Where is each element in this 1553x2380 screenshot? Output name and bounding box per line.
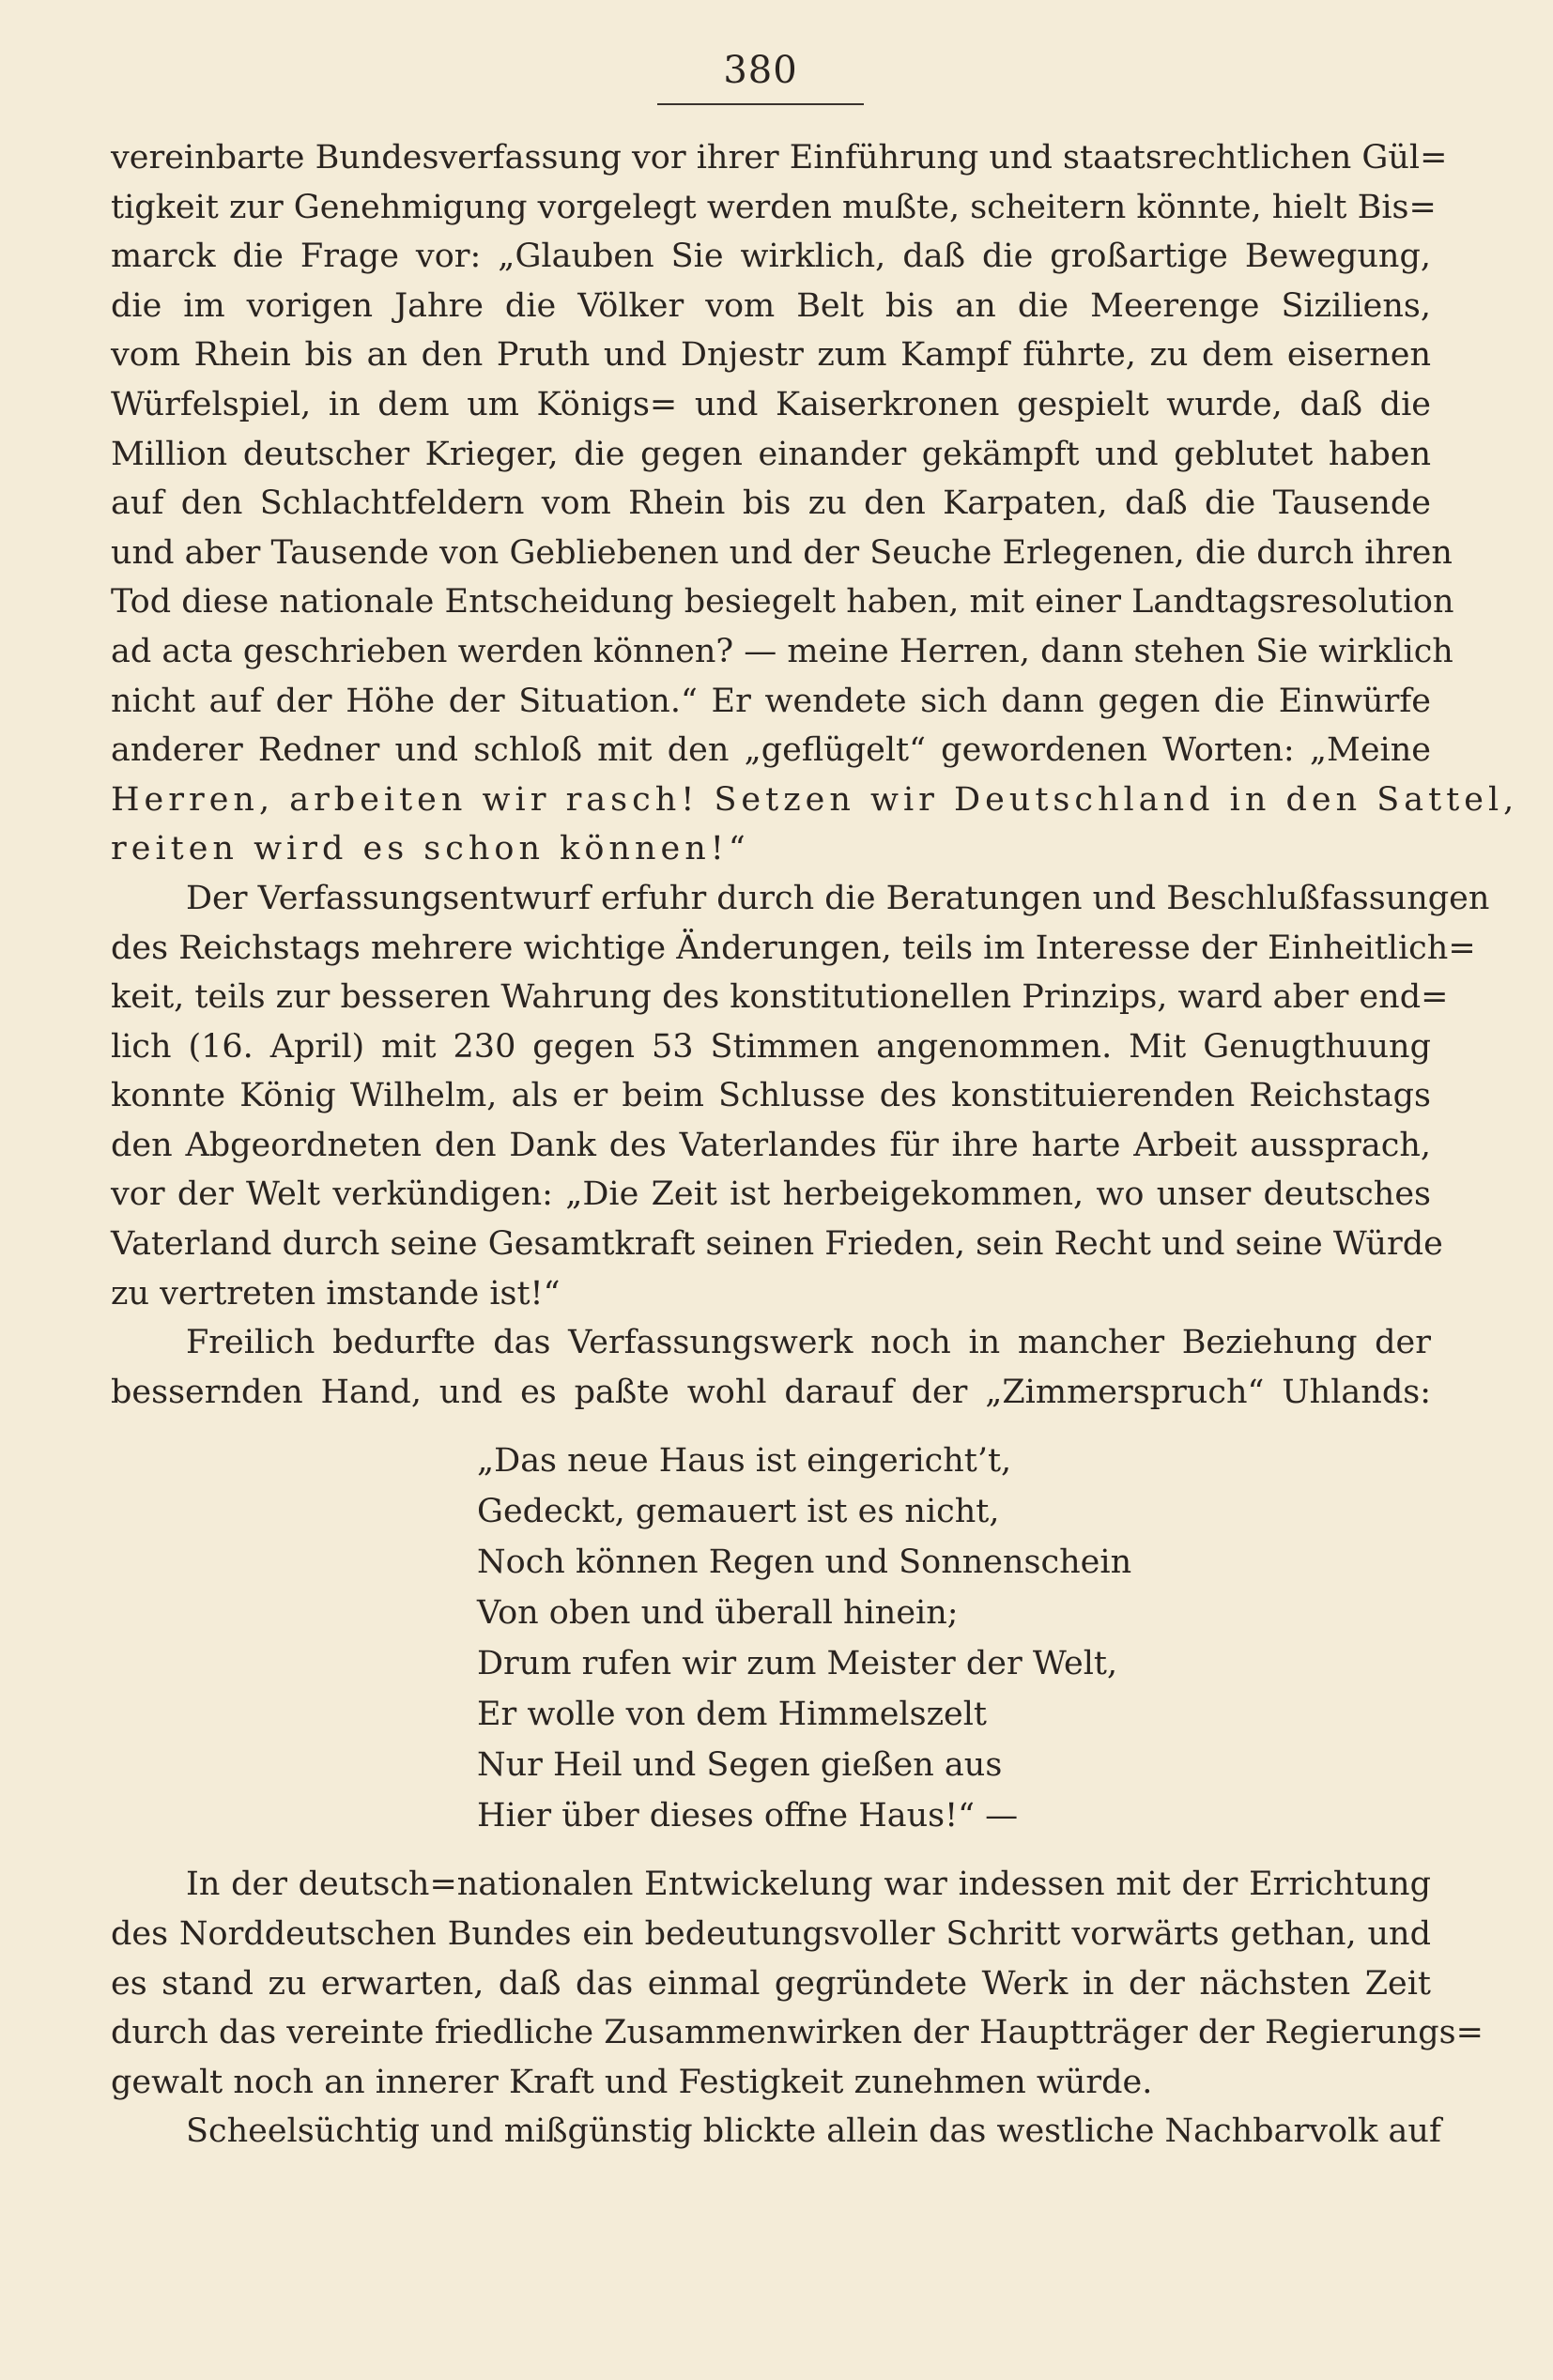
paragraph-3: [111, 1318, 1431, 1417]
text-line: Würfelspiel, in dem um Königs= und Kaiserkronen gespielt wurde, daß die: [111, 385, 1431, 423]
verse-block: [111, 1436, 1431, 1841]
text-line: Million deutscher Krieger, die gegen einander gekämpft und geblutet haben: [111, 435, 1431, 473]
page-body: [111, 133, 1519, 2157]
text-line: nicht auf der Höhe der Situation.“ Er wendete sich dann gegen die Einwürfe: [111, 682, 1431, 720]
text-line: Freilich bedurfte das Verfassungswerk noch in mancher Beziehung der: [186, 1324, 1431, 1362]
text-line: reiten wird es schon können!“: [111, 830, 750, 868]
text-line: Vaterland durch seine Gesamtkraft seinen Frieden, sein Recht und seine Würde: [111, 1225, 1443, 1264]
text-line: bessernden Hand, und es paßte wohl darauf der „Zimmerspruch“ Uhlands:: [111, 1373, 1431, 1411]
verse-line: Drum rufen wir zum Meister der Welt,: [477, 1645, 1118, 1683]
text-line: Der Verfassungsentwurf erfuhr durch die Beratungen und Beschlußfassungen: [186, 879, 1490, 917]
text-line: vom Rhein bis an den Pruth und Dnjestr zum Kampf führte, zu dem eisernen: [111, 336, 1431, 375]
text-line: und aber Tausende von Gebliebenen und der Seuche Erlegenen, die durch ihren: [111, 533, 1453, 572]
page-number: 380: [723, 49, 798, 92]
text-line: marck die Frage vor: „Glauben Sie wirklich, daß die großartige Bewegung,: [111, 238, 1431, 276]
text-line: lich (16. April) mit 230 gegen 53 Stimmen angenommen. Mit Genugthuung: [111, 1027, 1431, 1066]
text-line: die im vorigen Jahre die Völker vom Belt bis an die Meerenge Siziliens,: [111, 286, 1431, 325]
text-line: vereinbarte Bundesverfassung vor ihrer Einführung und staatsrechtlichen Gül=: [111, 139, 1448, 177]
text-line: Tod diese nationale Entscheidung besiegelt haben, mit einer Landtagsresolution: [111, 583, 1454, 622]
verse-line: Gedeckt, gemauert ist es nicht,: [477, 1493, 1000, 1531]
spacer: [111, 1841, 1431, 1860]
text-line: Scheelsüchtig und mißgünstig blickte allein das westliche Nachbarvolk auf: [186, 2112, 1441, 2151]
verse-line: Von oben und überall hinein;: [477, 1594, 959, 1633]
verse-line: Er wolle von dem Himmelszelt: [477, 1696, 987, 1734]
text-line: es stand zu erwarten, daß das einmal gegründete Werk in der nächsten Zeit: [111, 1964, 1431, 2003]
verse-line: Hier über dieses offne Haus!“ —: [477, 1797, 1019, 1835]
text-line: zu vertreten imstande ist!“: [111, 1274, 561, 1313]
text-line: Herren, arbeiten wir rasch! Setzen wir Deutschland in den Sattel,: [111, 780, 1519, 819]
text-line: gewalt noch an innerer Kraft und Festigkeit zunehmen würde.: [111, 2063, 1153, 2101]
text-line: durch das vereinte friedliche Zusammenwirken der Hauptträger der Regierungs=: [111, 2014, 1484, 2052]
text-line: des Reichstags mehrere wichtige Änderungen, teils im Interesse der Einheitlich=: [111, 929, 1476, 967]
text-line: ad acta geschrieben werden können? — meine Herren, dann stehen Sie wirklich: [111, 632, 1453, 670]
text-line: vor der Welt verkündigen: „Die Zeit ist herbeigekommen, wo unser deutsches: [111, 1175, 1431, 1214]
text-line: tigkeit zur Genehmigung vorgelegt werden mußte, scheitern könnte, hielt Bis=: [111, 188, 1437, 226]
text-line: anderer Redner und schloß mit den „geflügelt“ gewordenen Worten: „Meine: [111, 731, 1431, 770]
text-line: keit, teils zur besseren Wahrung des konstitutionellen Prinzips, ward aber end=: [111, 978, 1449, 1017]
paragraph-2: [111, 874, 1490, 1318]
spacer: [111, 1417, 1431, 1436]
text-line: konnte König Wilhelm, als er beim Schlusse des konstituierenden Reichstags: [111, 1077, 1431, 1115]
header-rule: [657, 103, 864, 105]
verse-line: „Das neue Haus ist eingericht’t,: [477, 1442, 1012, 1481]
paragraph-5: [111, 2107, 1441, 2157]
paragraph-4: [111, 1860, 1484, 2107]
text-line: auf den Schlachtfeldern vom Rhein bis zu den Karpaten, daß die Tausende: [111, 484, 1431, 523]
text-line: In der deutsch=nationalen Entwickelung war indessen mit der Errichtung: [186, 1866, 1431, 1904]
verse-line: Noch können Regen und Sonnenschein: [477, 1543, 1132, 1582]
text-line: des Norddeutschen Bundes ein bedeutungsvoller Schritt vorwärts gethan, und: [111, 1915, 1431, 1954]
text-line: den Abgeordneten den Dank des Vaterlandes für ihre harte Arbeit aussprach,: [111, 1126, 1431, 1164]
verse-line: Nur Heil und Segen gießen aus: [477, 1746, 1003, 1785]
paragraph-1: [111, 133, 1519, 874]
